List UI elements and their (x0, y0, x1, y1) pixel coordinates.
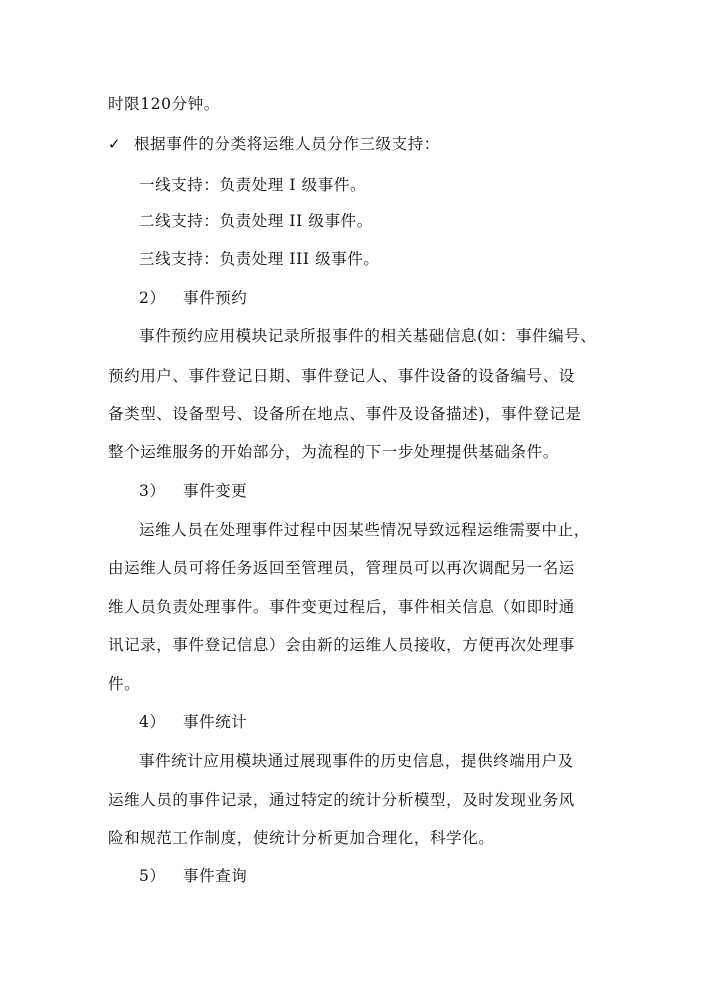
support-line-2: 二线支持：负责处理 II 级事件。 (139, 212, 373, 230)
paragraph-line: 由运维人员可将任务返回至管理员，管理员可以再次调配另一名运 (108, 559, 575, 577)
text-line: 根据事件的分类将运维人员分作三级支持： (134, 135, 440, 153)
checklist-item (108, 134, 440, 154)
paragraph-line: 备类型、设备型号、设备所在地点、事件及设备描述)，事件登记是 (108, 405, 582, 423)
section-heading (139, 481, 247, 501)
section-title: 事件变更 (183, 482, 248, 500)
section-number: 3） (139, 482, 166, 500)
paragraph-line: 事件预约应用模块记录所报事件的相关基础信息(如：事件编号、 (139, 327, 597, 345)
section-title: 事件统计 (183, 713, 248, 731)
paragraph-line: 险和规范工作制度，使统计分析更加合理化，科学化。 (108, 829, 495, 847)
text-line: 时限120分钟。 (108, 95, 220, 113)
checkmark-icon: ✓ (108, 135, 122, 153)
section-heading (139, 866, 247, 886)
paragraph-line: 预约用户、事件登记日期、事件登记人、事件设备的设备编号、设 (108, 367, 575, 385)
section-number: 2） (139, 289, 166, 307)
support-line-3: 三线支持：负责处理 III 级事件。 (139, 250, 380, 268)
section-title: 事件查询 (183, 867, 248, 885)
section-heading (139, 712, 247, 732)
paragraph-line: 整个运维服务的开始部分，为流程的下一步处理提供基础条件。 (108, 443, 559, 461)
paragraph-line: 讯记录，事件登记信息）会由新的运维人员接收，方便再次处理事 (108, 636, 575, 654)
paragraph-line: 事件统计应用模块通过展现事件的历史信息，提供终端用户及 (139, 752, 574, 770)
section-number: 4） (139, 713, 166, 731)
paragraph-line: 运维人员在处理事件过程中因某些情况导致远程运维需要中止， (139, 521, 590, 539)
section-heading (139, 288, 247, 308)
paragraph-line: 维人员负责处理事件。事件变更过程后，事件相关信息（如即时通 (108, 598, 575, 616)
support-line-1: 一线支持：负责处理 I 级事件。 (139, 176, 367, 194)
section-title: 事件预约 (183, 289, 248, 307)
paragraph-line: 件。 (108, 675, 141, 693)
paragraph-line: 运维人员的事件记录，通过特定的统计分析模型，及时发现业务风 (108, 791, 575, 809)
section-number: 5） (139, 867, 166, 885)
